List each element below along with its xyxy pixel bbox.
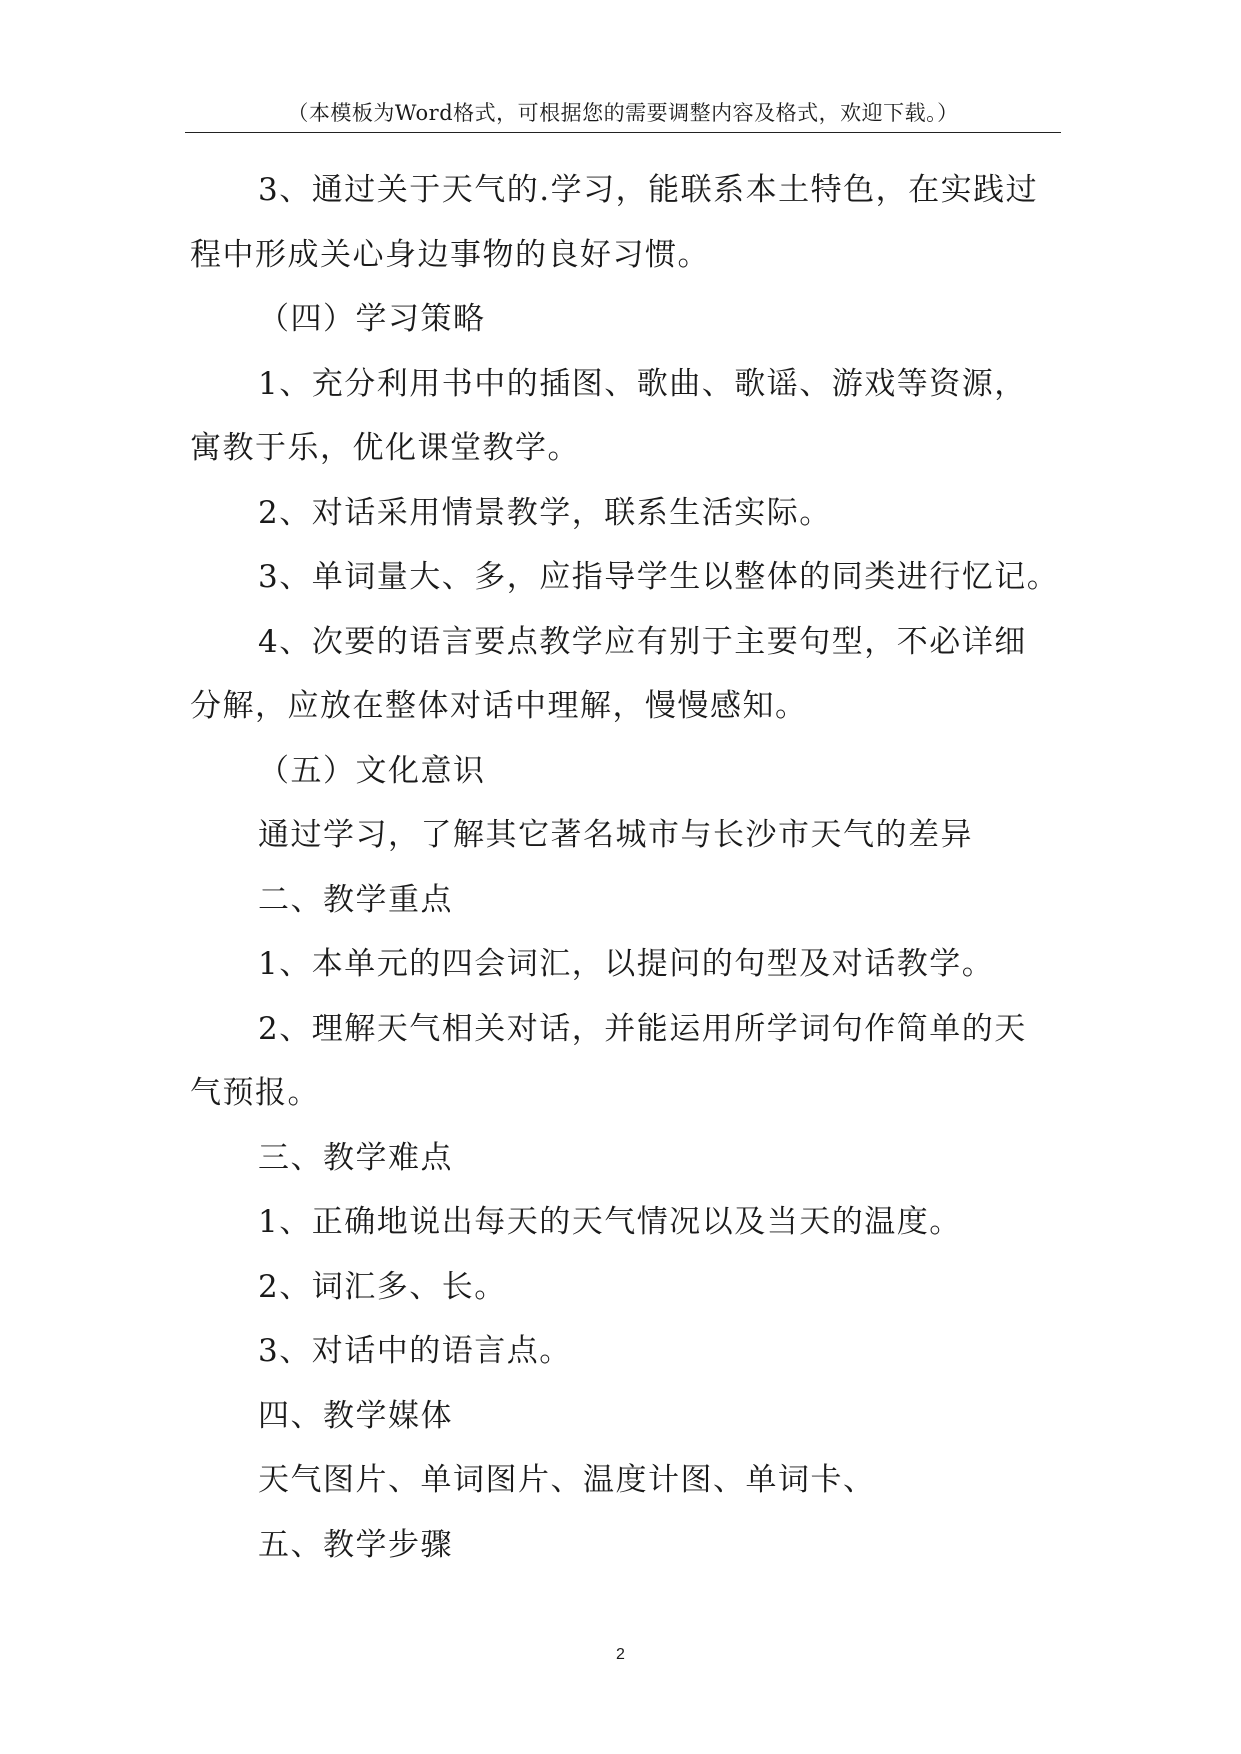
text-line: 天气图片、单词图片、温度计图、单词卡、 [258, 1462, 876, 1498]
text-line: 2、理解天气相关对话，并能运用所学词句作简单的天 [258, 1010, 1027, 1047]
text-line: （五）文化意识 [258, 752, 486, 789]
text-line: 四、教学媒体 [258, 1397, 453, 1434]
text-line: 程中形成关心身边事物的良好习惯。 [190, 236, 710, 273]
text-line: 二、教学重点 [258, 881, 453, 918]
text-line: 1、充分利用书中的插图、歌曲、歌谣、游戏等资源， [258, 365, 1027, 402]
text-line: 1、正确地说出每天的天气情况以及当天的温度。 [258, 1204, 962, 1240]
document-body [190, 158, 1090, 1577]
page-number: 2 [616, 1646, 625, 1663]
text-line: 1、本单元的四会词汇，以提问的句型及对话教学。 [258, 946, 995, 982]
text-line: 4、次要的语言要点教学应有别于主要句型，不必详细 [258, 623, 1027, 660]
header-note: （本模板为Word格式，可根据您的需要调整内容及格式，欢迎下载。） [287, 101, 959, 125]
text-line: 3、通过关于天气的.学习，能联系本土特色，在实践过 [258, 172, 1039, 208]
text-line: 三、教学难点 [258, 1139, 453, 1176]
text-line: 五、教学步骤 [258, 1526, 453, 1563]
text-line: 3、单词量大、多，应指导学生以整体的同类进行忆记。 [258, 559, 1060, 595]
text-line: 2、词汇多、长。 [258, 1268, 507, 1305]
text-line: 分解，应放在整体对话中理解，慢慢感知。 [190, 688, 808, 724]
text-line: 气预报。 [190, 1075, 320, 1111]
text-line: 通过学习，了解其它著名城市与长沙市天气的差异 [258, 817, 973, 853]
text-line: 寓教于乐，优化课堂教学。 [190, 430, 580, 466]
text-line: （四）学习策略 [258, 301, 486, 337]
text-line: 3、对话中的语言点。 [258, 1333, 572, 1369]
header-divider [185, 132, 1061, 133]
text-line: 2、对话采用情景教学，联系生活实际。 [258, 494, 832, 531]
